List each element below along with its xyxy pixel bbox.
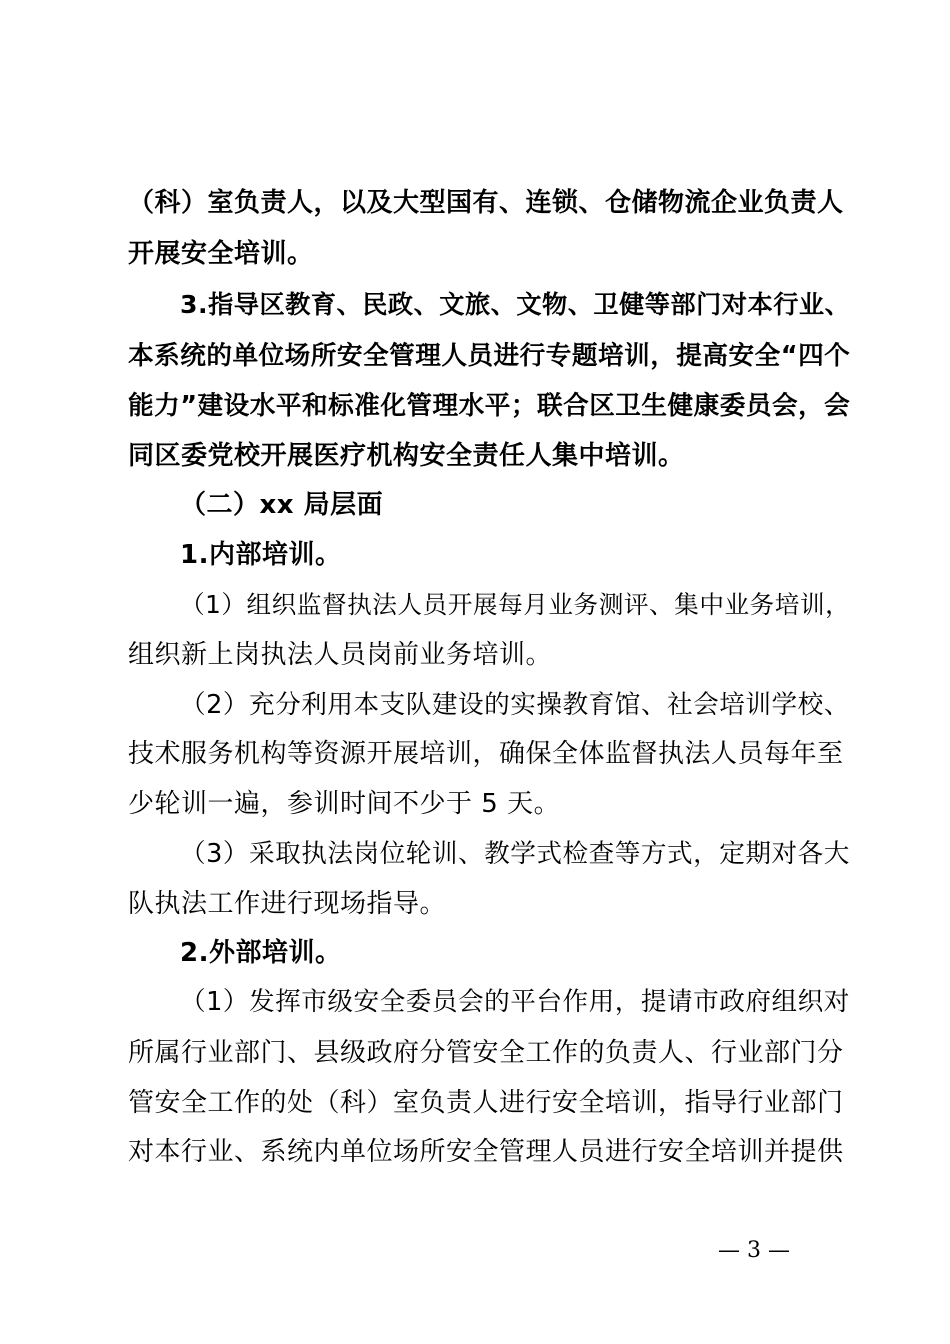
- text-line: （1）发挥市级安全委员会的平台作用，提请市政府组织对: [180, 987, 850, 1017]
- text-line: 同区委党校开展医疗机构安全责任人集中培训。: [128, 441, 685, 471]
- text-line: 队执法工作进行现场指导。: [128, 889, 447, 919]
- text-line: （1）组织监督执法人员开展每月业务测评、集中业务培训，: [180, 590, 851, 619]
- text-line: 对本行业、系统内单位场所安全管理人员进行安全培训并提供: [128, 1137, 844, 1167]
- text-line: 组织新上岗执法人员岗前业务培训。: [128, 640, 553, 670]
- text-line: （2）充分利用本支队建设的实操教育馆、社会培训学校、: [180, 690, 850, 720]
- page-number: — 3 —: [718, 1238, 790, 1263]
- text-line: 开展安全培训。: [128, 239, 314, 269]
- subsection-heading: 2.外部培训。: [180, 938, 342, 968]
- subsection-heading: 1.内部培训。: [180, 540, 342, 570]
- text-line: 能力”建设水平和标准化管理水平；联合区卫生健康委员会，会: [128, 391, 851, 421]
- text-line: （科）室负责人，以及大型国有、连锁、仓储物流企业负责人: [128, 188, 844, 218]
- text-line: 所属行业部门、县级政府分管安全工作的负责人、行业部门分: [128, 1038, 844, 1068]
- section-heading: （二）xx 局层面: [180, 490, 384, 520]
- text-line: 少轮训一遍，参训时间不少于 5 天。: [128, 789, 561, 819]
- text-line: （3）采取执法岗位轮训、教学式检查等方式，定期对各大: [180, 839, 850, 869]
- text-line: 技术服务机构等资源开展培训，确保全体监督执法人员每年至: [128, 739, 844, 769]
- text-line: 本系统的单位场所安全管理人员进行专题培训，提高安全“四个: [128, 341, 851, 371]
- text-line: 3.指导区教育、民政、文旅、文物、卫健等部门对本行业、: [180, 290, 851, 319]
- text-line: 管安全工作的处（科）室负责人进行安全培训，指导行业部门: [128, 1088, 844, 1118]
